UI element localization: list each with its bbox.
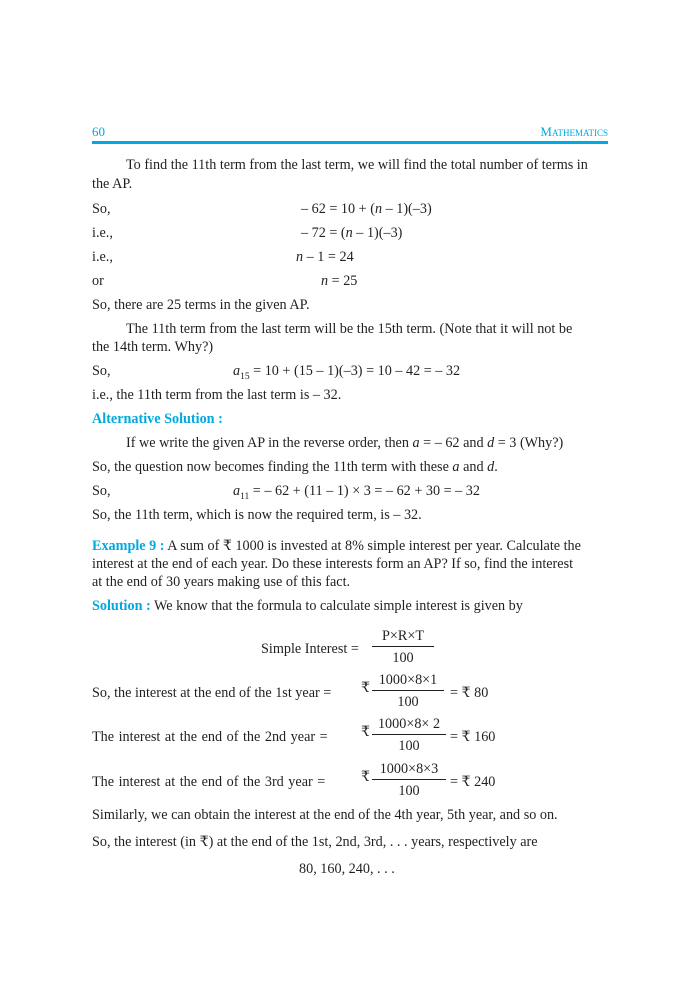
- para-4: i.e., the 11th term from the last term is – 32.: [92, 387, 342, 403]
- eq-a11-expr: $a_{11}$ = – 62 + (11 – 1) × 3 = – 62 + 30 = – 32: [233, 483, 480, 502]
- interest-row-2-lhs: The interest at the end of the 2nd year =: [92, 729, 328, 745]
- para-3-line-1: The 11th term from the last term will be the 15th term. (Note that it will not be: [126, 321, 573, 337]
- solution-label: Solution :: [92, 598, 151, 614]
- interest-row-1-result: = ₹ 80: [450, 685, 489, 701]
- para-1-line-2: the AP.: [92, 176, 133, 192]
- eq-a15-expr: $a_{15} = 10 + (15 - 1)(-3) = 10 - 42$ = – 32: [233, 363, 461, 382]
- para-9: So, the interest (in ₹) at the end of the 1st, 2nd, 3rd, . . . years, respectively are: [92, 834, 538, 850]
- para-1-line-1: To find the 11th term from the last term, we will find the total number of terms in: [126, 157, 588, 173]
- eq4-label: or: [92, 273, 104, 289]
- eq-a11-label: So,: [92, 483, 111, 499]
- solution-line: Solution : We know that the formula to calculate simple interest is given by: [92, 598, 523, 614]
- eq-a15-label: So,: [92, 363, 111, 379]
- rupee-sign: ₹: [361, 769, 371, 785]
- eq1-expr: – 62 = 10 + (n – 1)(–3): [301, 201, 432, 217]
- para-7: So, the 11th term, which is now the required term, is – 32.: [92, 507, 422, 523]
- eq3-expr: n – 1 = 24: [296, 249, 354, 265]
- example-9-line-3: at the end of 30 years making use of this fact.: [92, 574, 351, 590]
- fraction-bar: [372, 646, 434, 647]
- example-9-line-2: interest at the end of each year. Do these interests form an AP? If so, find the interest: [92, 556, 574, 572]
- para-5: If we write the given AP in the reverse order, then a = – 62 and d = 3 (Why?): [126, 435, 564, 451]
- simple-interest-numerator: P×R×T: [381, 628, 425, 644]
- simple-interest-denominator: 100: [392, 650, 414, 666]
- interest-row-1-lhs: So, the interest at the end of the 1st year =: [92, 685, 332, 701]
- rupee-sign: ₹: [361, 680, 371, 696]
- simple-interest-fraction: [372, 627, 434, 667]
- para-6: So, the question now becomes finding the 11th term with these a and d.: [92, 459, 498, 475]
- sequence: 80, 160, 240, . . .: [299, 861, 395, 877]
- interest-row-3-fraction: 1000×8×3 100: [372, 760, 446, 800]
- simple-interest-lhs: Simple Interest =: [261, 641, 359, 657]
- para-8: Similarly, we can obtain the interest at the end of the 4th year, 5th year, and so on.: [92, 807, 558, 823]
- example-9-label: Example 9 :: [92, 538, 165, 554]
- interest-row-2-result: = ₹ 160: [450, 729, 496, 745]
- running-title: Mathematics: [540, 124, 608, 139]
- eq1-label: So,: [92, 201, 111, 217]
- interest-row-2-fraction: 1000×8× 2 100: [372, 715, 446, 755]
- para-3-line-2: the 14th term. Why?): [92, 339, 214, 355]
- eq4-expr: n = 25: [321, 273, 358, 289]
- rupee-sign: ₹: [361, 724, 371, 740]
- para-2: So, there are 25 terms in the given AP.: [92, 297, 310, 313]
- example-9-line-1: Example 9 : A sum of ₹ 1000 is invested at 8% simple interest per year. Calculate the: [92, 538, 581, 554]
- alt-solution-heading: Alternative Solution :: [92, 411, 223, 427]
- eq3-label: i.e.,: [92, 249, 113, 265]
- eq2-label: i.e.,: [92, 225, 113, 241]
- interest-row-3-result: = ₹ 240: [450, 774, 496, 790]
- header-rule: [92, 141, 608, 144]
- interest-row-3-lhs: The interest at the end of the 3rd year =: [92, 774, 326, 790]
- page-number: 60: [92, 124, 105, 139]
- interest-row-1-fraction: 1000×8×1 100: [372, 671, 444, 711]
- eq2-expr: – 72 = (n – 1)(–3): [301, 225, 403, 241]
